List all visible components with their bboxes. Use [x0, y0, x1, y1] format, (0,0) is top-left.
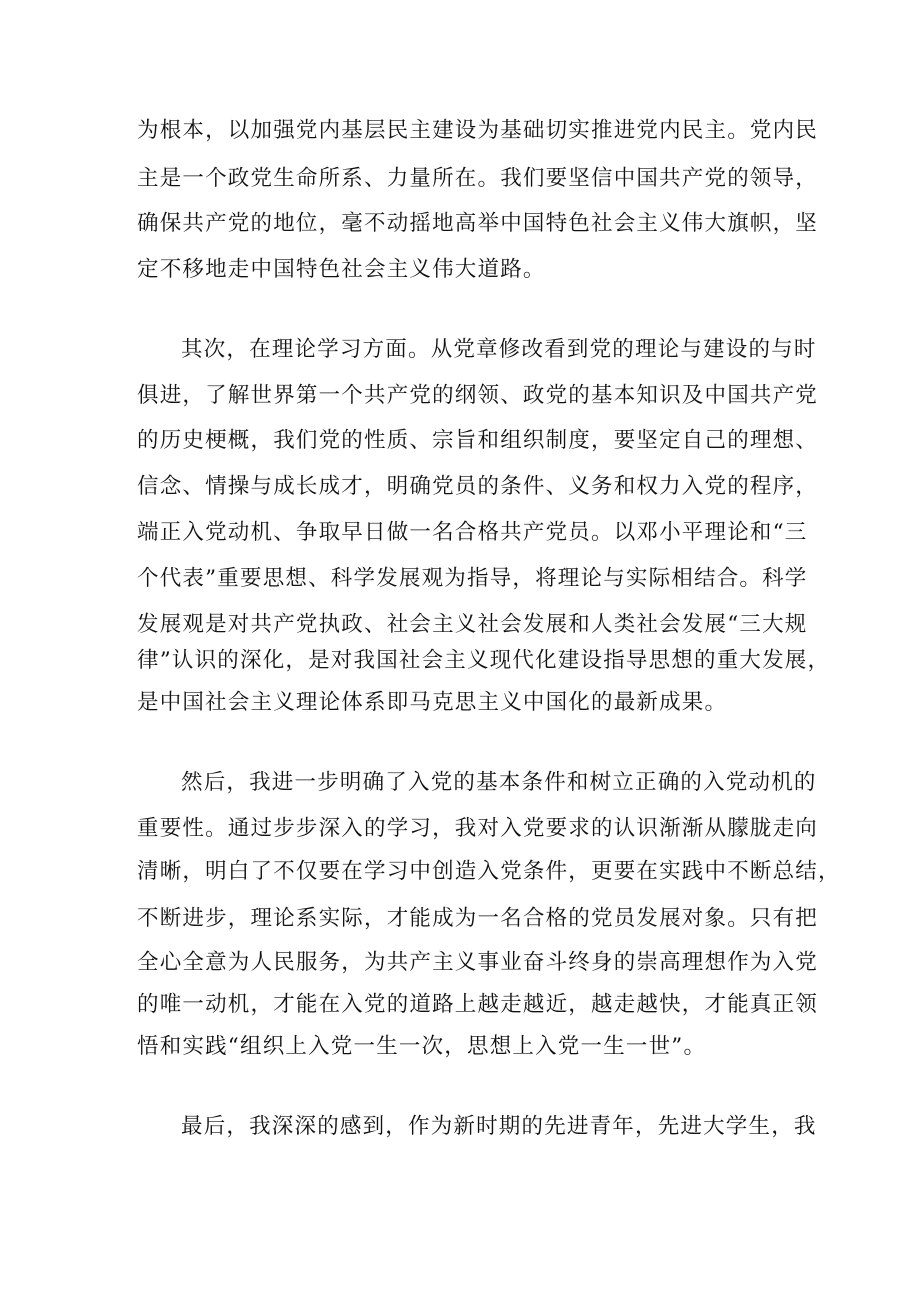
paragraph-1-line-2: 主是一个政党生命所系、力量所在。我们要坚信中国共产党的领导，	[137, 166, 819, 191]
paragraph-2-line-5: 端正入党动机、争取早日做一名合格共产党员。以邓小平理论和“三	[137, 520, 808, 545]
paragraph-4-line-1: 最后，我深深的感到，作为新时期的先进青年，先进大学生，我	[181, 1114, 817, 1139]
paragraph-3-line-4: 不断进步，理论系实际，才能成为一名合格的党员发展对象。只有把	[137, 906, 819, 931]
paragraph-1-line-1: 为根本，以加强党内基层民主建设为基础切实推进党内民主。党内民	[137, 118, 819, 143]
paragraph-3-line-7: 悟和实践“组织上入党一生一次，思想上入党一生一世”。	[137, 1034, 707, 1059]
paragraph-3-line-3: 清晰，明白了不仅要在学习中创造入党条件，更要在实践中不断总结，	[137, 859, 841, 884]
paragraph-3-line-1: 然后，我进一步明确了入党的基本条件和树立正确的入党动机的	[181, 770, 817, 795]
paragraph-2-line-1: 其次，在理论学习方面。从党章修改看到党的理论与建设的与时	[181, 337, 817, 362]
paragraph-3-line-2: 重要性。通过步步深入的学习，我对入党要求的认识渐渐从朦胧走向	[137, 816, 819, 841]
paragraph-2-line-7: 发展观是对共产党执政、社会主义社会发展和人类社会发展“三大规	[137, 612, 808, 637]
paragraph-2-line-2: 俱进，了解世界第一个共产党的纲领、政党的基本知识及中国共产党	[137, 383, 819, 408]
paragraph-2-line-9: 是中国社会主义理论体系即马克思主义中国化的最新成果。	[137, 690, 728, 715]
paragraph-2-line-8: 律”认识的深化，是对我国社会主义现代化建设指导思想的重大发展，	[137, 648, 831, 673]
paragraph-2-line-3: 的历史梗概，我们党的性质、宗旨和组织制度，要坚定自己的理想、	[137, 428, 819, 453]
paragraph-2-line-4: 信念、情操与成长成才，明确党员的条件、义务和权力入党的程序，	[137, 474, 819, 499]
paragraph-3-line-5: 全心全意为人民服务，为共产主义事业奋斗终身的崇高理想作为入党	[137, 950, 819, 975]
paragraph-3-line-6: 的唯一动机，才能在入党的道路上越走越近，越走越快，才能真正领	[137, 992, 819, 1017]
paragraph-1-line-4: 定不移地走中国特色社会主义伟大道路。	[137, 257, 546, 282]
paragraph-1-line-3: 确保共产党的地位，毫不动摇地高举中国特色社会主义伟大旗帜，坚	[137, 211, 819, 236]
paragraph-2-line-6: 个代表”重要思想、科学发展观为指导，将理论与实际相结合。科学	[137, 566, 808, 591]
